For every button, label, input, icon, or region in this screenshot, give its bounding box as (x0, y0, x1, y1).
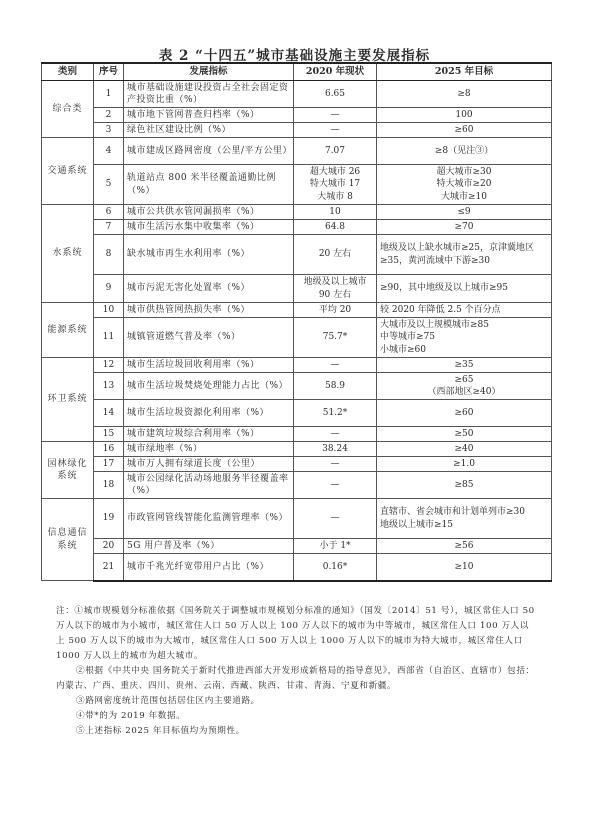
row-number: 19 (94, 499, 124, 539)
indicator-table (41, 62, 552, 582)
table-notes (56, 604, 536, 739)
target-value: ≥85 (377, 472, 552, 499)
target-value: ≤9 (377, 205, 552, 220)
target-value: ≥8（见注③） (377, 138, 552, 165)
table-row (42, 138, 552, 165)
indicator-cell: 绿色社区建设比例（%） (124, 123, 294, 138)
table-row (42, 108, 552, 123)
table-row (42, 358, 552, 373)
table-row (42, 303, 552, 318)
row-number: 4 (94, 138, 124, 165)
current-value: 64.8 (294, 220, 377, 235)
indicator-cell: 城市地下管网普查归档率（%） (124, 108, 294, 123)
table-row (42, 235, 552, 275)
row-number: 11 (94, 318, 124, 358)
current-value: 超大城市 26 特大城市 17 大城市 8 (294, 165, 377, 205)
note-4: ④带*的为 2019 年数据。 (76, 711, 186, 721)
indicator-cell: 城市基础设施建设投资占全社会固定资产投资比重（%） (124, 81, 294, 108)
table-row (42, 165, 552, 205)
current-value: 6.65 (294, 81, 377, 108)
row-number: 8 (94, 235, 124, 275)
target-value: ≥8 (377, 81, 552, 108)
row-number: 6 (94, 205, 124, 220)
row-number: 18 (94, 472, 124, 499)
category-cell: 水系统 (42, 205, 94, 303)
row-number: 2 (94, 108, 124, 123)
current-value: 平均 20 (294, 303, 377, 318)
current-value: — (294, 499, 377, 539)
indicator-cell: 城市生活污水集中收集率（%） (124, 220, 294, 235)
target-value: 100 (377, 108, 552, 123)
indicator-cell: 城市污泥无害化处置率（%） (124, 275, 294, 303)
indicator-cell: 城市生活垃圾资源化利用率（%） (124, 400, 294, 427)
table-row (42, 318, 552, 358)
note-3: ③路网密度统计范围包括居住区内主要道路。 (76, 696, 260, 706)
current-value: — (294, 108, 377, 123)
row-number: 14 (94, 400, 124, 427)
table-row (42, 205, 552, 220)
category-cell: 园林绿化系统 (42, 442, 94, 499)
target-value: 超大城市≥30 特大城市≥20 大城市≥10 (377, 165, 552, 205)
table-row (42, 457, 552, 472)
indicator-cell: 城市公园绿化活动场地服务半径覆盖率（%） (124, 472, 294, 499)
header-number: 序号 (94, 63, 124, 81)
table-header-row (42, 63, 552, 81)
table-row (42, 400, 552, 427)
current-value: — (294, 472, 377, 499)
indicator-cell: 5G 用户普及率（%） (124, 539, 294, 554)
row-number: 13 (94, 373, 124, 400)
category-cell: 信息通信系统 (42, 499, 94, 581)
indicator-cell: 轨道站点 800 米半径覆盖通勤比例（%） (124, 165, 294, 205)
target-value: ≥90，其中地级及以上城市≥95 (377, 275, 552, 303)
indicator-cell: 城市公共供水管网漏损率（%） (124, 205, 294, 220)
header-2025: 2025 年目标 (377, 63, 552, 81)
indicator-cell: 城市供热管网热损失率（%） (124, 303, 294, 318)
current-value: 75.7* (294, 318, 377, 358)
header-indicator: 发展指标 (124, 63, 294, 81)
current-value: — (294, 358, 377, 373)
row-number: 5 (94, 165, 124, 205)
current-value: 10 (294, 205, 377, 220)
current-value: 7.07 (294, 138, 377, 165)
table-row (42, 81, 552, 108)
row-number: 21 (94, 554, 124, 581)
indicator-cell: 城市建筑垃圾综合利用率（%） (124, 427, 294, 442)
target-value: ≥35 (377, 358, 552, 373)
target-value: ≥10 (377, 554, 552, 581)
current-value: 地级及以上城市 90 左右 (294, 275, 377, 303)
target-value: ≥40 (377, 442, 552, 457)
indicator-cell: 城镇管道燃气普及率（%） (124, 318, 294, 358)
row-number: 1 (94, 81, 124, 108)
table-row (42, 427, 552, 442)
target-value: ≥65 （西部地区≥40） (377, 373, 552, 400)
category-cell: 能源系统 (42, 303, 94, 358)
current-value: 小于 1* (294, 539, 377, 554)
row-number: 15 (94, 427, 124, 442)
row-number: 16 (94, 442, 124, 457)
current-value: — (294, 457, 377, 472)
row-number: 7 (94, 220, 124, 235)
current-value: 58.9 (294, 373, 377, 400)
note-5: ⑤上述指标 2025 年目标值均为预期性。 (76, 726, 245, 736)
indicator-cell: 市政管网管线智能化监测管理率（%） (124, 499, 294, 539)
note-2: ②根据《中共中央 国务院关于新时代推进西部大开发形成新格局的指导意见》，西部省（自治区、直辖市）包括：内蒙古、广西、重庆、四川、贵州、云南、西藏、陕西、甘肃、青海、宁夏和新疆。 (56, 666, 535, 691)
table-title: 表 2 “十四五”城市基础设施主要发展指标 (158, 48, 431, 64)
row-number: 17 (94, 457, 124, 472)
table-row (42, 275, 552, 303)
indicator-cell: 城市千兆光纤宽带用户占比（%） (124, 554, 294, 581)
header-2020: 2020 年现状 (294, 63, 377, 81)
table-row (42, 373, 552, 400)
indicator-cell: 城市生活垃圾回收利用率（%） (124, 358, 294, 373)
table-row (42, 123, 552, 138)
table-row (42, 442, 552, 457)
target-value: ≥56 (377, 539, 552, 554)
row-number: 20 (94, 539, 124, 554)
indicator-cell: 城市建成区路网密度（公里/平方公里） (124, 138, 294, 165)
category-cell: 交通系统 (42, 138, 94, 205)
target-value: 直辖市、省会城市和计划单列市≥30 地级以上城市≥15 (377, 499, 552, 539)
target-value: 较 2020 年降低 2.5 个百分点 (377, 303, 552, 318)
target-value: 大城市及以上规模城市≥85 中等城市≥75 小城市≥60 (377, 318, 552, 358)
target-value: ≥60 (377, 123, 552, 138)
indicator-cell: 城市生活垃圾焚烧处理能力占比（%） (124, 373, 294, 400)
table-row (42, 220, 552, 235)
table-row (42, 472, 552, 499)
current-value: 38.24 (294, 442, 377, 457)
current-value: 20 左右 (294, 235, 377, 275)
target-value: ≥70 (377, 220, 552, 235)
target-value: 地级及以上缺水城市≥25，京津冀地区≥35，黄河流域中下游≥30 (377, 235, 552, 275)
indicator-cell: 缺水城市再生水利用率（%） (124, 235, 294, 275)
indicator-cell: 城市绿地率（%） (124, 442, 294, 457)
current-value: 0.16* (294, 554, 377, 581)
current-value: — (294, 427, 377, 442)
row-number: 12 (94, 358, 124, 373)
target-value: ≥60 (377, 400, 552, 427)
row-number: 9 (94, 275, 124, 303)
table-row (42, 539, 552, 554)
row-number: 3 (94, 123, 124, 138)
header-category: 类别 (42, 63, 94, 81)
table-row (42, 499, 552, 539)
indicator-cell: 城市万人拥有绿道长度（公里） (124, 457, 294, 472)
table-row (42, 554, 552, 581)
target-value: ≥50 (377, 427, 552, 442)
note-1: 注：①城市规模划分标准依据《国务院关于调整城市规模划分标准的通知》（国发〔2014〕51 号），城区常住人口 50 万人以下的城市为小城市，城区常住人口 50 万人以上 100 万人以下的城市为中等城市，城区常住人口 100 万人以上 500 万人以下的城市为大城市，城区常住人口 500 万人以上 1000 万人以下的城市为特大城市，城区常住人口 1000 万人以上的城市为超大城市。 (56, 606, 535, 661)
target-value: ≥1.0 (377, 457, 552, 472)
category-cell: 综合类 (42, 81, 94, 138)
row-number: 10 (94, 303, 124, 318)
category-cell: 环卫系统 (42, 358, 94, 442)
current-value: 51.2* (294, 400, 377, 427)
current-value: — (294, 123, 377, 138)
